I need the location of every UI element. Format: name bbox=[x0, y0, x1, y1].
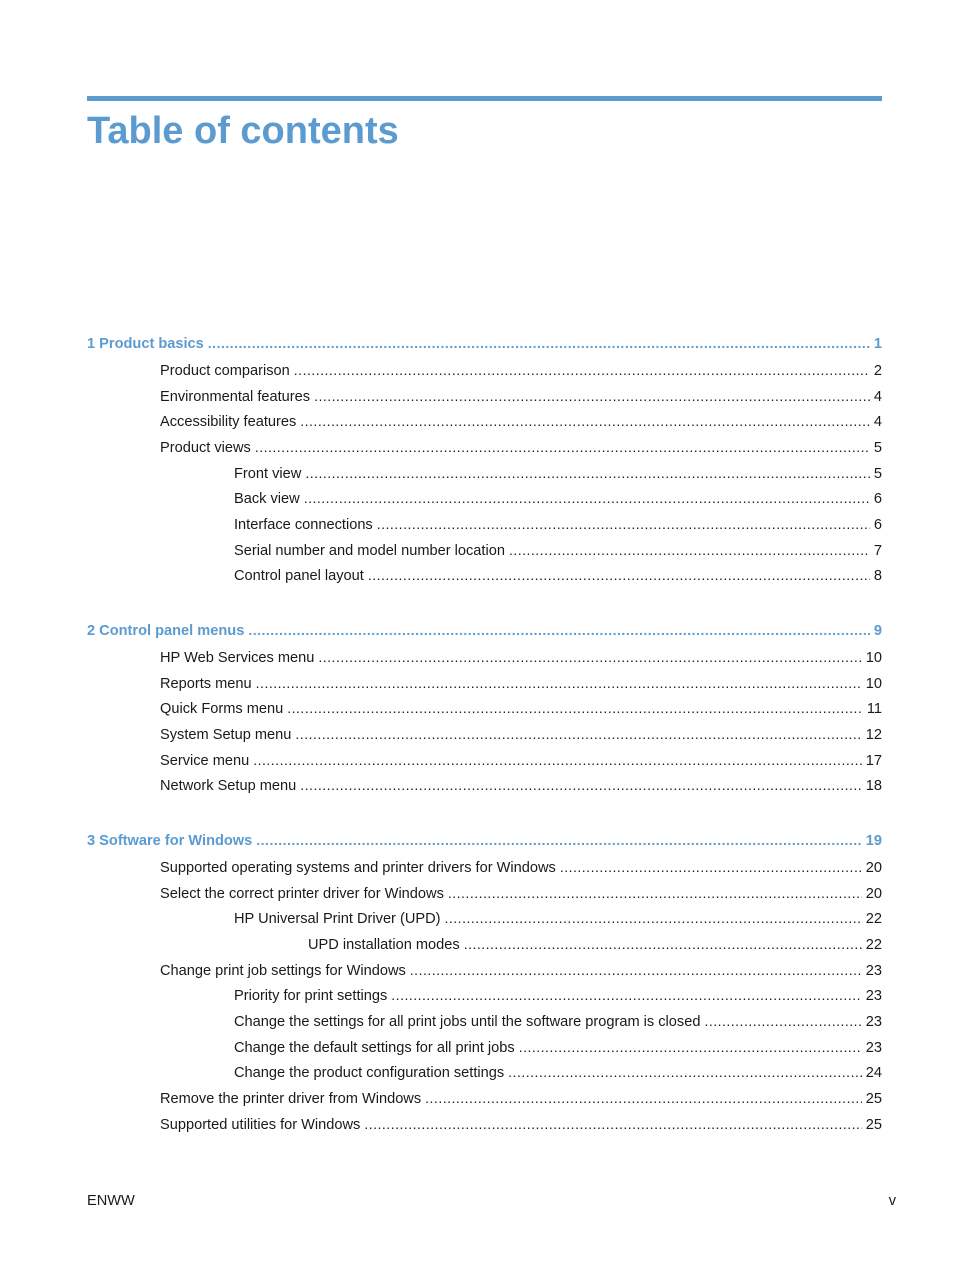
toc-entry[interactable] bbox=[234, 463, 882, 483]
toc-dot-leader bbox=[300, 775, 861, 795]
toc-entry-title: Quick Forms menu bbox=[160, 701, 284, 717]
toc-entry-title: Supported utilities for Windows bbox=[160, 1117, 361, 1133]
toc-entry[interactable] bbox=[234, 488, 882, 508]
toc-dot-leader bbox=[464, 934, 862, 954]
toc-page-number: 24 bbox=[865, 1065, 882, 1081]
toc-entry-title: 2 Control panel menus bbox=[87, 623, 245, 639]
toc-entry-title: Supported operating systems and printer drivers for Windows bbox=[160, 860, 556, 876]
toc-page-number: 2 bbox=[873, 363, 882, 379]
toc-entry[interactable] bbox=[160, 1114, 882, 1134]
toc-dot-leader bbox=[377, 514, 870, 534]
toc-page-number: 23 bbox=[865, 1040, 882, 1056]
toc-page-number: 23 bbox=[865, 1014, 882, 1030]
toc-page-number: 8 bbox=[873, 568, 882, 584]
toc-page-number: 5 bbox=[873, 440, 882, 456]
toc-entry[interactable] bbox=[160, 775, 882, 795]
toc-page-number: 23 bbox=[865, 963, 882, 979]
toc-page-number: 11 bbox=[866, 701, 882, 717]
toc-page-number: 22 bbox=[865, 937, 882, 953]
toc-entry-title: HP Universal Print Driver (UPD) bbox=[234, 911, 441, 927]
toc-dot-leader bbox=[305, 463, 870, 483]
toc-entry[interactable] bbox=[234, 1062, 882, 1082]
toc-dot-leader bbox=[509, 540, 870, 560]
toc-dot-leader bbox=[208, 333, 870, 353]
toc-dot-leader bbox=[318, 647, 861, 667]
toc-entry-title: HP Web Services menu bbox=[160, 650, 315, 666]
toc-entry[interactable] bbox=[234, 514, 882, 534]
toc-entry[interactable] bbox=[160, 1088, 882, 1108]
toc-entry[interactable] bbox=[160, 411, 882, 431]
toc-page-number: 12 bbox=[865, 727, 882, 743]
toc-entry-title: UPD installation modes bbox=[308, 937, 460, 953]
toc-page-number: 22 bbox=[865, 911, 882, 927]
toc-entry[interactable] bbox=[234, 985, 882, 1005]
toc-dot-leader bbox=[248, 620, 870, 640]
toc-dot-leader bbox=[391, 985, 861, 1005]
toc-dot-leader bbox=[368, 565, 870, 585]
toc-page-number: 6 bbox=[873, 491, 882, 507]
toc-entry[interactable] bbox=[234, 1011, 882, 1031]
toc-page-number: 1 bbox=[873, 336, 882, 352]
toc-entry[interactable] bbox=[160, 386, 882, 406]
toc-entry-title: Select the correct printer driver for Windows bbox=[160, 886, 444, 902]
toc-entry[interactable] bbox=[160, 437, 882, 457]
toc-entry[interactable] bbox=[308, 934, 882, 954]
toc-entry-title: Product views bbox=[160, 440, 251, 456]
toc-dot-leader bbox=[287, 698, 863, 718]
toc-page-number: 4 bbox=[873, 389, 882, 405]
toc-dot-leader bbox=[256, 673, 862, 693]
toc-entry-title: Priority for print settings bbox=[234, 988, 388, 1004]
toc-entry-title: 3 Software for Windows bbox=[87, 833, 253, 849]
toc-entry[interactable] bbox=[160, 857, 882, 877]
footer-left-label: ENWW bbox=[87, 1193, 135, 1209]
toc-entry-title: Serial number and model number location bbox=[234, 543, 505, 559]
toc-entry-title: Change the settings for all print jobs until the software program is closed bbox=[234, 1014, 701, 1030]
toc-page-number: 18 bbox=[865, 778, 882, 794]
toc-entry-title: Reports menu bbox=[160, 676, 252, 692]
toc-entry-title: Service menu bbox=[160, 753, 250, 769]
toc-dot-leader bbox=[508, 1062, 862, 1082]
toc-page-number: 6 bbox=[873, 517, 882, 533]
toc-page-number: 4 bbox=[873, 414, 882, 430]
toc-dot-leader bbox=[294, 360, 870, 380]
toc-dot-leader bbox=[560, 857, 862, 877]
toc-dot-leader bbox=[519, 1037, 862, 1057]
page-title: Table of contents bbox=[87, 110, 399, 152]
toc-entry-title: 1 Product basics bbox=[87, 336, 204, 352]
toc-entry[interactable] bbox=[234, 1037, 882, 1057]
toc-dot-leader bbox=[445, 908, 862, 928]
toc-entry[interactable] bbox=[234, 908, 882, 928]
toc-entry[interactable] bbox=[160, 360, 882, 380]
toc-entry[interactable] bbox=[160, 724, 882, 744]
toc-entry[interactable] bbox=[160, 647, 882, 667]
toc-entry-title: Accessibility features bbox=[160, 414, 297, 430]
toc-page-number: 9 bbox=[873, 623, 882, 639]
toc-entry-title: Product comparison bbox=[160, 363, 290, 379]
toc-entry-title: Interface connections bbox=[234, 517, 373, 533]
toc-entry[interactable] bbox=[160, 673, 882, 693]
toc-dot-leader bbox=[255, 437, 870, 457]
footer-page-number: v bbox=[888, 1193, 896, 1209]
toc-entry-title: Network Setup menu bbox=[160, 778, 297, 794]
toc-entry-title: Control panel layout bbox=[234, 568, 364, 584]
toc-entry-title: Front view bbox=[234, 466, 302, 482]
toc-page-number: 25 bbox=[865, 1117, 882, 1133]
toc-dot-leader bbox=[448, 883, 862, 903]
toc-dot-leader bbox=[304, 488, 870, 508]
toc-entry-title: Remove the printer driver from Windows bbox=[160, 1091, 422, 1107]
toc-entry-title: Change the default settings for all print jobs bbox=[234, 1040, 515, 1056]
toc-page-number: 19 bbox=[865, 833, 882, 849]
toc-chapter-entry[interactable] bbox=[87, 333, 882, 353]
toc-dot-leader bbox=[425, 1088, 862, 1108]
toc-dot-leader bbox=[253, 750, 862, 770]
toc-dot-leader bbox=[295, 724, 861, 744]
toc-dot-leader bbox=[256, 830, 861, 850]
toc-dot-leader bbox=[314, 386, 870, 406]
toc-dot-leader bbox=[364, 1114, 861, 1134]
toc-entry[interactable] bbox=[160, 698, 882, 718]
toc-entry[interactable] bbox=[160, 960, 882, 980]
toc-page-number: 17 bbox=[865, 753, 882, 769]
toc-entry-title: System Setup menu bbox=[160, 727, 292, 743]
toc-entry-title: Change the product configuration settings bbox=[234, 1065, 505, 1081]
toc-page-number: 20 bbox=[865, 886, 882, 902]
toc-entry[interactable] bbox=[160, 883, 882, 903]
toc-entry-title: Back view bbox=[234, 491, 300, 507]
toc-page-number: 10 bbox=[865, 676, 882, 692]
toc-dot-leader bbox=[300, 411, 870, 431]
toc-dot-leader bbox=[704, 1011, 861, 1031]
toc-entry-title: Environmental features bbox=[160, 389, 311, 405]
toc-chapter-entry[interactable] bbox=[87, 620, 882, 640]
toc-entry[interactable] bbox=[160, 750, 882, 770]
toc-dot-leader bbox=[410, 960, 862, 980]
toc-page-number: 5 bbox=[873, 466, 882, 482]
toc-page-number: 23 bbox=[865, 988, 882, 1004]
toc-entry[interactable] bbox=[234, 565, 882, 585]
toc-chapter-entry[interactable] bbox=[87, 830, 882, 850]
toc-entry[interactable] bbox=[234, 540, 882, 560]
toc-page-number: 20 bbox=[865, 860, 882, 876]
toc-page-number: 7 bbox=[873, 543, 882, 559]
toc-entry-title: Change print job settings for Windows bbox=[160, 963, 406, 979]
toc-page-number: 25 bbox=[865, 1091, 882, 1107]
toc-page-number: 10 bbox=[865, 650, 882, 666]
